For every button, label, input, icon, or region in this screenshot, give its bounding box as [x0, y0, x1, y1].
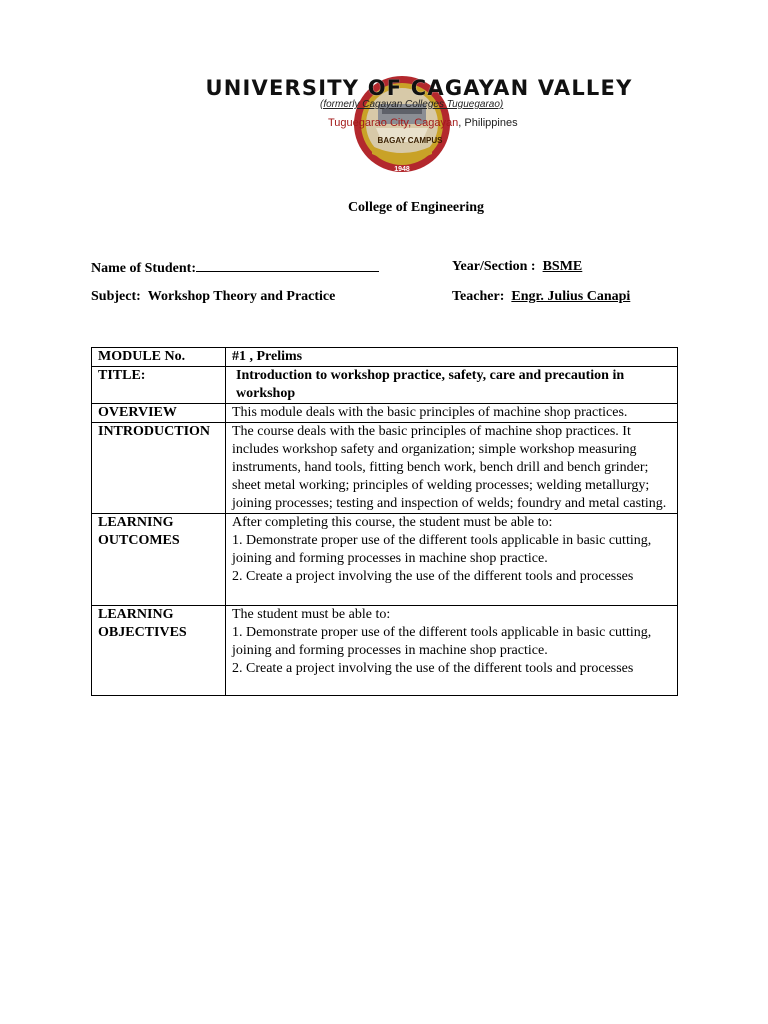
outcomes-item-1: 1. Demonstrate proper use of the different tools applicable in basic cutting, joining and forming processes in machine shop practice.	[232, 533, 652, 566]
overview-label: OVERVIEW	[92, 404, 226, 423]
outcomes-label-line2: OUTCOMES	[98, 533, 180, 548]
learning-outcomes-label	[92, 514, 226, 606]
learning-outcomes-value	[226, 514, 678, 606]
former-name: (formerly Cagayan Colleges Tuguegarao)	[320, 99, 504, 110]
overview-value: This module deals with the basic principles of machine shop practices.	[226, 404, 678, 423]
teacher-label: Teacher:	[452, 289, 505, 304]
table-row	[92, 423, 678, 514]
outcomes-item-2: 2. Create a project involving the use of the different tools and processes	[232, 569, 634, 584]
subject-value: Workshop Theory and Practice	[147, 289, 336, 304]
college-name: College of Engineering	[347, 200, 485, 215]
objectives-label-line2: OBJECTIVES	[98, 625, 187, 640]
outcomes-label-line1: LEARNING	[98, 515, 174, 530]
learning-objectives-value	[226, 606, 678, 696]
university-name: UNIVERSITY OF CAGAYAN VALLEY	[205, 76, 633, 100]
title-label: TITLE:	[92, 367, 226, 404]
learning-objectives-label	[92, 606, 226, 696]
location-country: , Philippines	[458, 117, 518, 129]
teacher-value: Engr. Julius Canapi	[511, 289, 631, 304]
module-no-value: #1 , Prelims	[226, 348, 678, 367]
subject-label: Subject:	[91, 289, 141, 304]
objectives-intro: The student must be able to:	[232, 607, 391, 622]
teacher-line	[452, 289, 630, 305]
module-no-label: MODULE No.	[92, 348, 226, 367]
table-row	[92, 514, 678, 606]
objectives-item-2: 2. Create a project involving the use of the different tools and processes	[232, 661, 634, 676]
objectives-label-line1: LEARNING	[98, 607, 174, 622]
name-blank-line	[196, 259, 379, 272]
university-location	[328, 117, 528, 129]
title-value: Introduction to workshop practice, safety, care and precaution in workshop	[226, 367, 678, 404]
table-row	[92, 404, 678, 423]
table-row	[92, 348, 678, 367]
introduction-label: INTRODUCTION	[92, 423, 226, 514]
subject-line	[91, 289, 335, 305]
table-row	[92, 606, 678, 696]
seal-year: 1948	[394, 166, 410, 173]
year-label: Year/Section :	[452, 259, 536, 274]
letterhead	[0, 66, 768, 178]
name-of-student	[91, 259, 379, 277]
year-value: BSME	[542, 259, 583, 274]
outcomes-intro: After completing this course, the student must be able to:	[232, 515, 553, 530]
introduction-value: The course deals with the basic principles of machine shop practices. It includes workshop safety and organization; simple workshop measuring instruments, hand tools, fitting bench work, bench drill and bench grinder; sheet metal working; principles of welding processes; welding metallurgy; joining processes; testing and inspection of welds; foundry and metal casting.	[226, 423, 678, 514]
campus-label: BAGAY CAMPUS	[377, 136, 443, 145]
location-city: Tuguegarao City, Cagayan	[328, 117, 459, 129]
name-label: Name of Student:	[91, 261, 196, 276]
objectives-item-1: 1. Demonstrate proper use of the different tools applicable in basic cutting, joining and forming processes in machine shop practice.	[232, 625, 652, 658]
year-section	[452, 259, 582, 275]
module-table	[91, 347, 678, 696]
table-row	[92, 367, 678, 404]
